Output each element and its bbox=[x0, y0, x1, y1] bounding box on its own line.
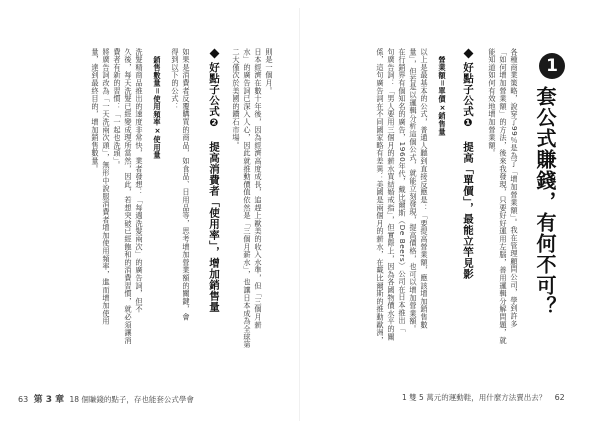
body-line: 如果是消費者反覆購買的商品，如食品、日用品等，思考增加營業額的關鍵，會 bbox=[182, 48, 191, 321]
formula-1: 營業額＝單價×銷售量 bbox=[438, 56, 447, 136]
left-footer bbox=[18, 392, 194, 405]
body-line: 在行銷界有個知名的廣告，1960年代，戴比爾斯（De Beers）公司在日本推出「 bbox=[398, 48, 407, 333]
running-head: 1 雙 5 萬元的運動鞋，用什麼方法賣出去？ bbox=[402, 393, 547, 402]
section-title: 提高「單價」，最能立竿見影 bbox=[462, 141, 474, 280]
formula-2: 銷售數量＝使用頻率×使用量 bbox=[153, 56, 162, 160]
body-line: 水」的廣告詞已深入人心，因此就推動價值依然是「三個月薪水」，也讓日本成為全球第 bbox=[243, 48, 252, 349]
section-heading-2 bbox=[207, 48, 221, 312]
chapter-label: 第 3 章 bbox=[33, 395, 65, 405]
diamond-bullet-icon bbox=[463, 49, 473, 59]
section-prefix: 好點子公式❶ bbox=[462, 62, 474, 130]
intro-line: 「如何增加營業額」的方法，後來我發現，只要好好運用左腦，善用邏輯分解問題，就 bbox=[499, 48, 508, 345]
body-line: 句廣告詞：「男人要用三個月的薪水買結婚戒指」，但實際上，因為各國物價水平的關 bbox=[387, 48, 396, 341]
chapter-title: 套公式賺錢，有何不可？ bbox=[533, 86, 557, 317]
right-footer bbox=[402, 392, 565, 403]
body-line: 量」，但若是以邏輯分析這個公式，就能立刻發現，提高價格，也可以增加營業額。 bbox=[409, 48, 418, 333]
body-line: 以上是最基本的公式，普通人聽到直接反應是：「要提高營業額，應該增加銷售數 bbox=[420, 48, 429, 329]
running-head: 18 個賺錢的點子，存也能套公式學會 bbox=[69, 395, 194, 404]
body-line: 洗髮精商品推出的速度非常快，業者發想：「每週洗髮兩次」的廣告詞，但不 bbox=[135, 48, 144, 314]
body-line: 二大僅次於美國的鑽石市場。 bbox=[232, 48, 241, 150]
body-line: 得到以下的公式： bbox=[171, 48, 180, 111]
chapter-number-badge: 1 bbox=[539, 53, 565, 79]
intro-line: 能知道如何有效地增加營業額。 bbox=[488, 48, 497, 158]
body-line: 費者有新的習慣：「一起也洗頭」。 bbox=[113, 48, 122, 170]
body-line: 日本經濟在數十年後，因為經濟高度成長，追趕上歐美的收入水準，但「三個月薪 bbox=[254, 48, 263, 329]
section-prefix: 好點子公式❷ bbox=[208, 62, 220, 130]
page-number: 62 bbox=[554, 393, 565, 402]
intro-line: 各種商業策略，說穿了99％是為了「增加營業額」。我在管理顧問公司，學到許多 bbox=[510, 48, 519, 328]
page-number: 63 bbox=[18, 395, 29, 404]
body-line: 久後，每天洗髮已經變成理所當然，因此，若想突破已經飽和的消費習慣，就必須讓消 bbox=[124, 48, 133, 345]
section-heading-1 bbox=[461, 48, 475, 279]
body-line: 係，這句廣告詞在不同國家略有差異：美國是兩個月的薪水，在戴比爾斯的推動歐洲， bbox=[376, 48, 385, 345]
body-line: 量，達到最終目的，增加銷售數量。 bbox=[91, 48, 100, 173]
body-line: 則是一個月。 bbox=[265, 48, 274, 95]
body-line: 將廣告詞改為「一天洗兩次頭」，無形中說服消費者增加使用頻率，進而增加使用 bbox=[102, 48, 111, 326]
section-title: 提高消費者「使用率」，增加銷售量 bbox=[208, 141, 220, 313]
diamond-bullet-icon bbox=[209, 49, 219, 59]
